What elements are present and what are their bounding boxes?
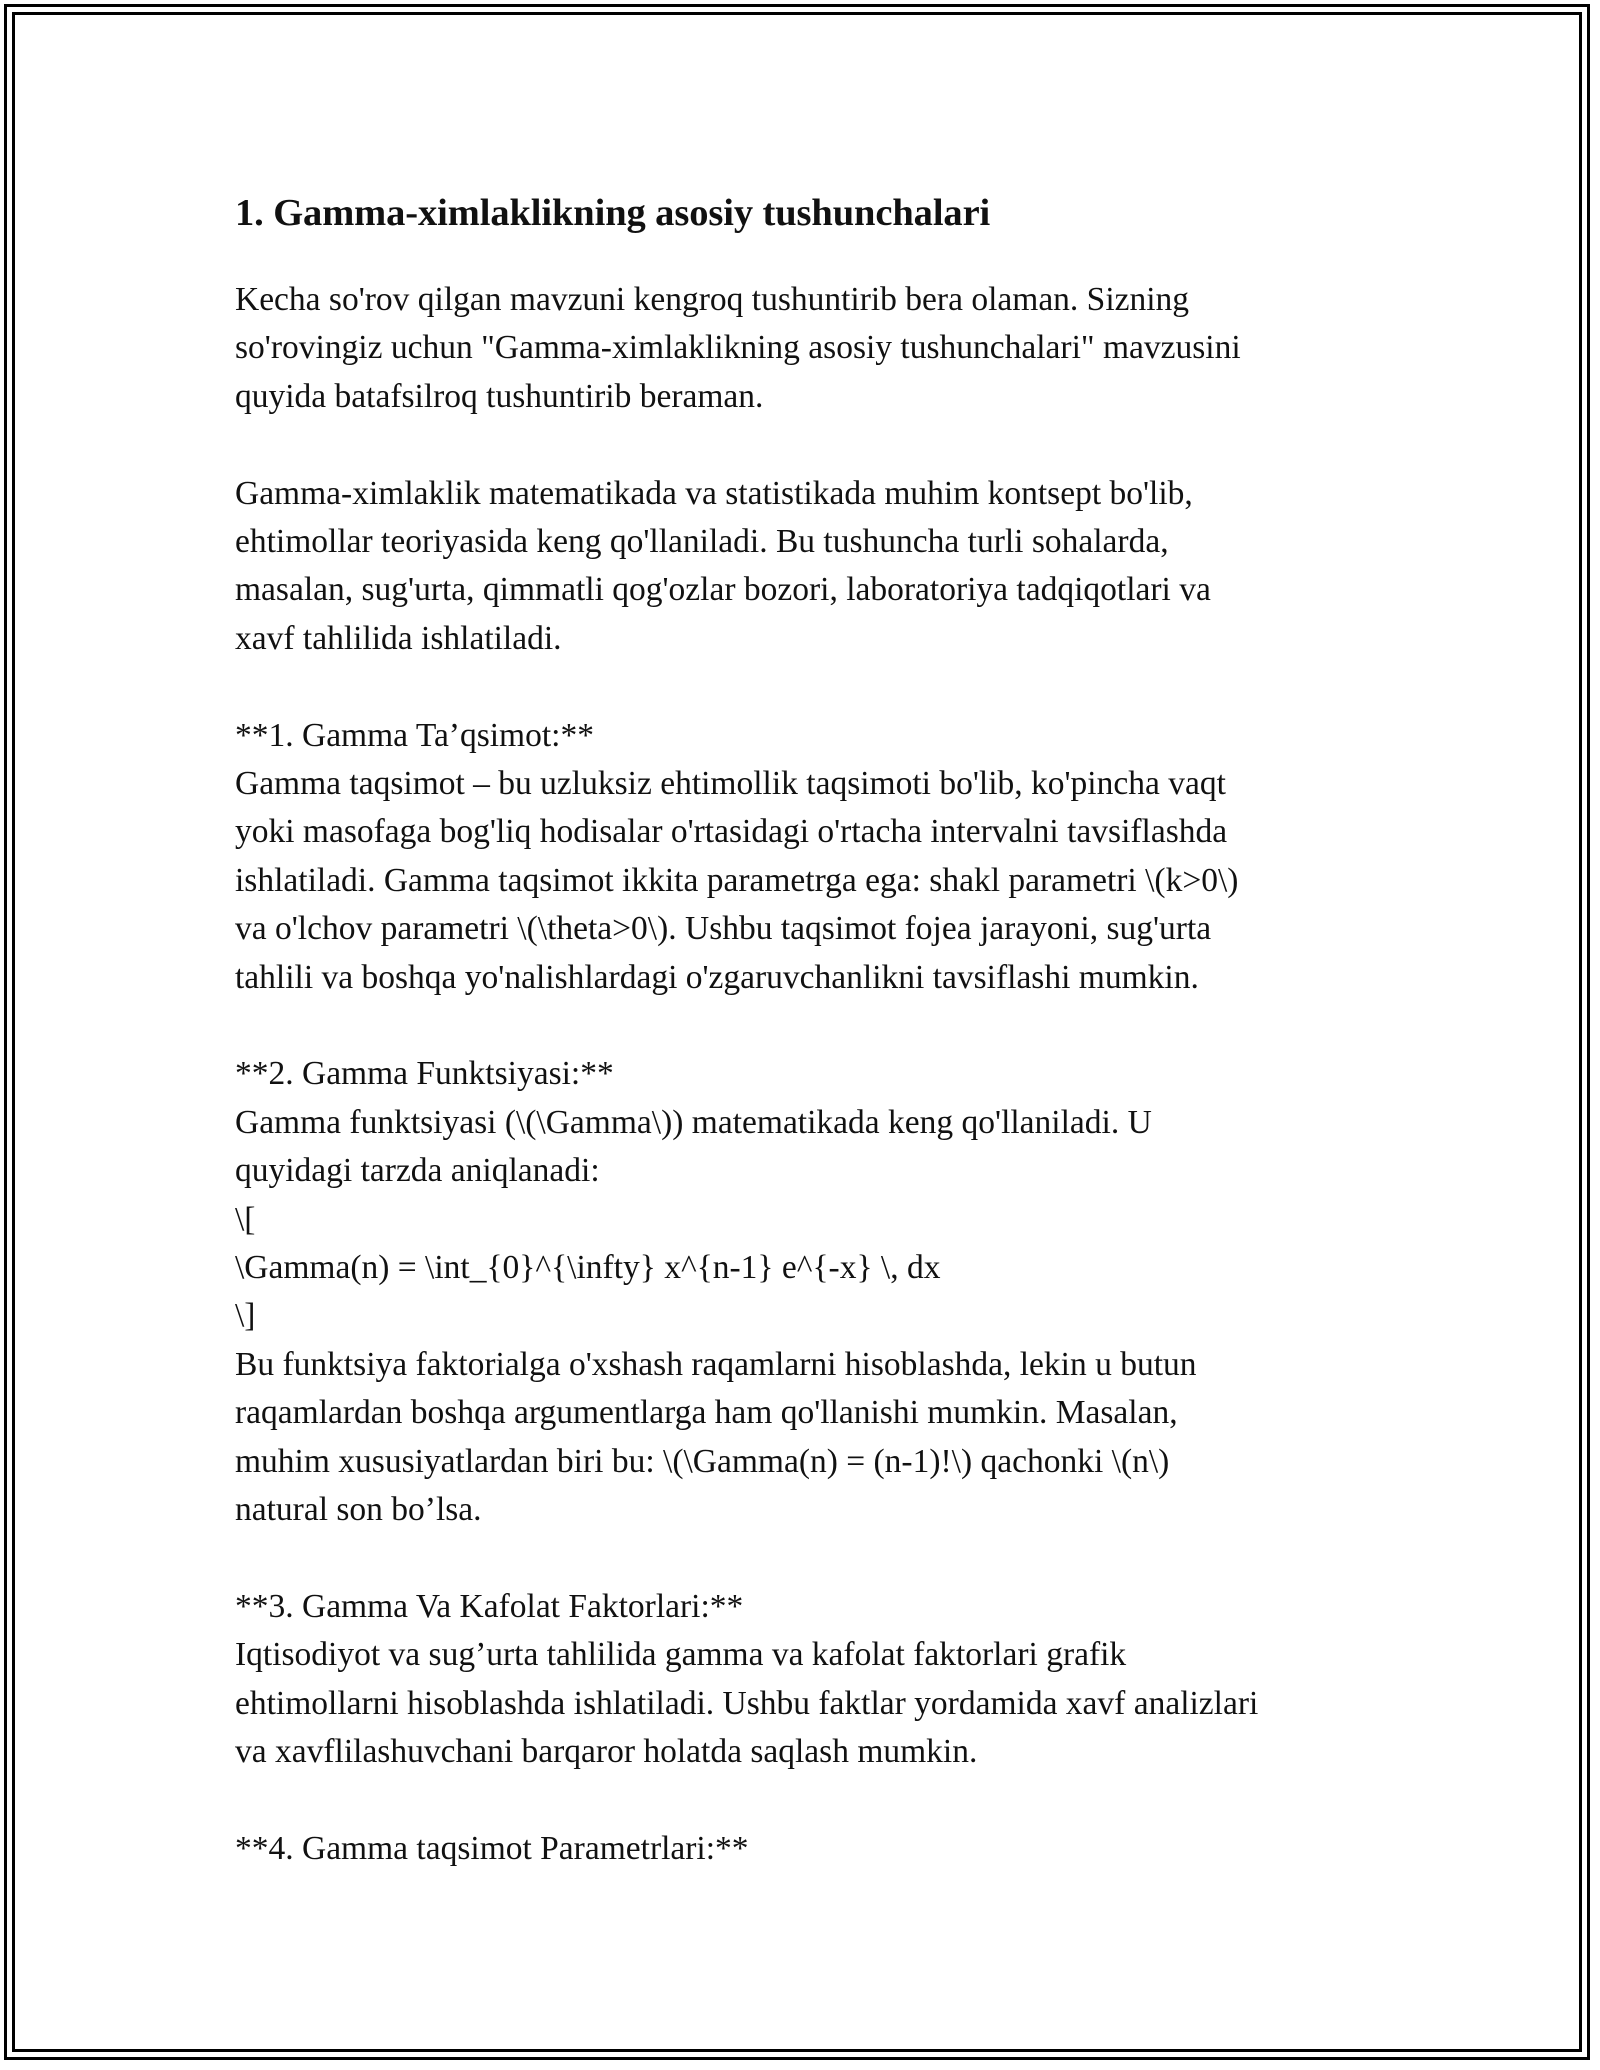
intro-paragraph	[235, 276, 1365, 421]
intro-line: so'rovingiz uchun "Gamma-ximlaklikning asosiy tushunchalari" mavzusini	[235, 329, 1241, 367]
section-heading: **4. Gamma taqsimot Parametrlari:**	[235, 1829, 749, 1867]
section-line: Bu funktsiya faktorialga o'xshash raqamlarni hisoblashda, lekin u butun	[235, 1345, 1197, 1383]
section-line: Gamma taqsimot – bu uzluksiz ehtimollik taqsimoti bo'lib, ko'pincha vaqt	[235, 765, 1226, 803]
overview-line: Gamma-ximlaklik matematikada va statistikada muhim kontsept bo'lib,	[235, 474, 1193, 512]
section-line: Gamma funktsiyasi (\(\Gamma\)) matematikada keng qo'llaniladi. U	[235, 1103, 1152, 1141]
formula-open: \[	[235, 1200, 256, 1238]
section-gamma-function	[235, 1050, 1365, 1534]
section-line: tahlili va boshqa yo'nalishlardagi o'zgaruvchanlikni tavsiflashi mumkin.	[235, 958, 1199, 996]
section-line: quyidagi tarzda aniqlanadi:	[235, 1152, 600, 1190]
overview-line: xavf tahlilida ishlatiladi.	[235, 619, 562, 657]
section-guarantee-factors	[235, 1583, 1365, 1777]
overview-line: masalan, sug'urta, qimmatli qog'ozlar bozori, laboratoriya tadqiqotlari va	[235, 571, 1211, 609]
section-line: va xavflilashuvchani barqaror holatda saqlash mumkin.	[235, 1733, 978, 1771]
section-heading: **3. Gamma Va Kafolat Faktorlari:**	[235, 1587, 744, 1625]
section-line: yoki masofaga bog'liq hodisalar o'rtasidagi o'rtacha intervalni tavsiflashda	[235, 813, 1228, 851]
section-line: muhim xususiyatlardan biri bu: \(\Gamma(n) = (n-1)!\) qachonki \(n\)	[235, 1442, 1170, 1480]
formula-close: \]	[235, 1297, 256, 1335]
intro-line: quyida batafsilroq tushuntirib beraman.	[235, 377, 764, 415]
section-line: va o'lchov parametri \(\theta>0\). Ushbu taqsimot fojea jarayoni, sug'urta	[235, 910, 1212, 948]
section-line: Iqtisodiyot va sug’urta tahlilida gamma va kafolat faktorlari grafik	[235, 1636, 1127, 1674]
section-line: natural son bo’lsa.	[235, 1491, 482, 1529]
intro-line: Kecha so'rov qilgan mavzuni kengroq tushuntirib bera olaman. Sizning	[235, 281, 1190, 318]
section-heading: **2. Gamma Funktsiyasi:**	[235, 1055, 614, 1093]
section-parameters	[235, 1825, 1365, 1873]
section-line: ishlatiladi. Gamma taqsimot ikkita parametrga ega: shakl parametri \(k>0\)	[235, 861, 1239, 899]
section-line: ehtimollarni hisoblashda ishlatiladi. Ushbu faktlar yordamida xavf analizlari	[235, 1684, 1259, 1722]
document-title: 1. Gamma-ximlaklikning asosiy tushunchalari	[235, 192, 991, 234]
section-line: raqamlardan boshqa argumentlarga ham qo'llanishi mumkin. Masalan,	[235, 1394, 1178, 1432]
overview-line: ehtimollar teoriyasida keng qo'llaniladi. Bu tushuncha turli sohalarda,	[235, 523, 1169, 561]
gamma-formula: \Gamma(n) = \int_{0}^{\infty} x^{n-1} e^{-x} \, dx	[235, 1249, 941, 1287]
document-body	[235, 186, 1365, 1873]
overview-paragraph	[235, 470, 1365, 664]
section-gamma-distribution	[235, 712, 1365, 1002]
section-heading: **1. Gamma Ta’qsimot:**	[235, 716, 594, 754]
